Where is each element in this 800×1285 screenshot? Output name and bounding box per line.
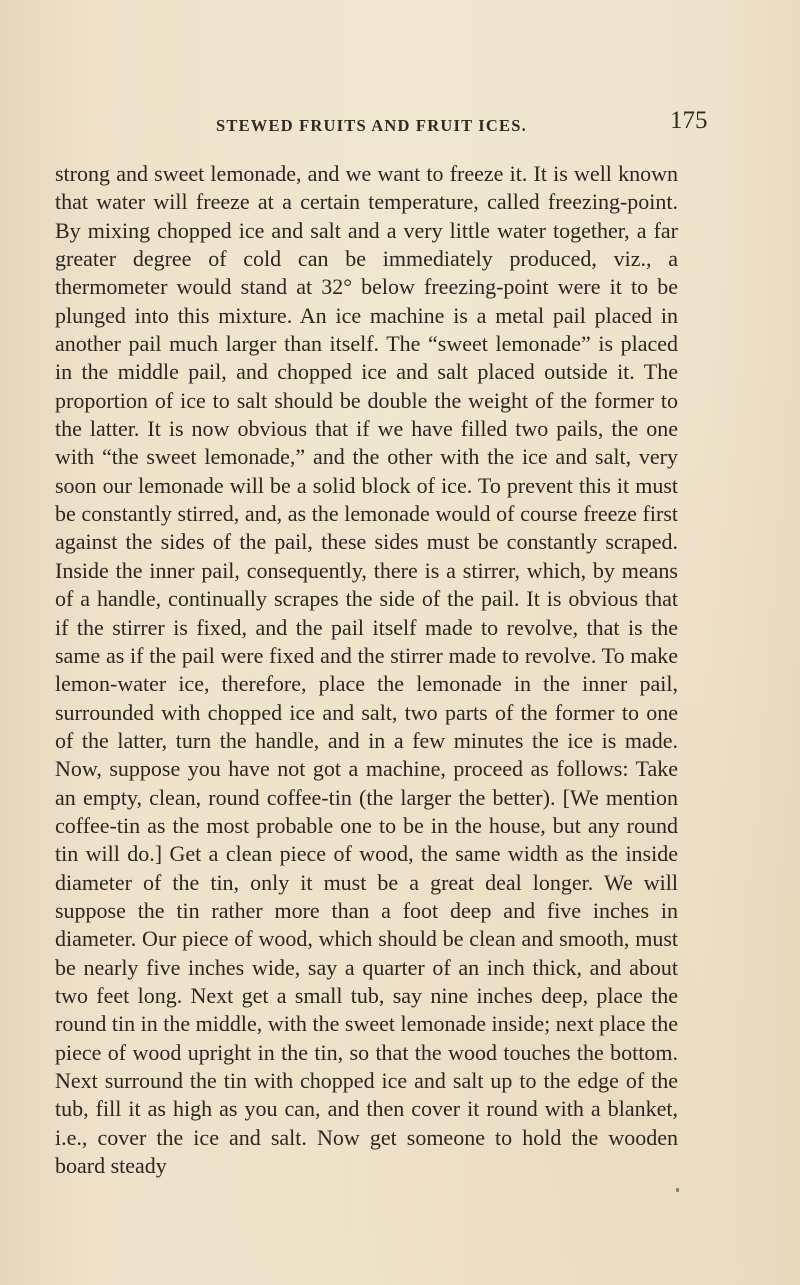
body-paragraph: strong and sweet lemonade, and we want to freeze it. It is well known that water will freeze at a certain temperature, called freezing-point. By mixing chopped ice and salt and a very little water together, a far greater degree of cold can be immediately produced, viz., a thermometer would stand at 32° below freezing-point were it to be plunged into this mixture. An ice machine is a metal pail placed in another pail much larger than itself. The “sweet lemonade” is placed in the middle pail, and chopped ice and salt placed outside it. The proportion of ice to salt should be double the weight of the former to the latter. It is now obvious that if we have filled two pails, the one with “the sweet lemonade,” and the other with the ice and salt, very soon our lemonade will be a solid block of ice. To prevent this it must be constantly stirred, and, as the lemonade would of course freeze first against the sides of the pail, these sides must be constantly scraped. Inside the inner pail, consequently, there is a stirrer, which, by means of a handle, continually scrapes the side of the pail. It is obvious that if the stirrer is fixed, and the pail itself made to revolve, that is the same as if the pail were fixed and the stirrer made to revolve. To make lemon-water ice, therefore, place the lemonade in the inner pail, surrounded with chopped ice and salt, two parts of the former to one of the latter, turn the handle, and in a few minutes the ice is made. Now, suppose you have not got a machine, proceed as follows: Take an empty, clean, round coffee-tin (the larger the better). [We mention coffee-tin as the most probable one to be in the house, but any round tin will do.] Get a clean piece of wood, the same width as the inside diameter of the tin, only it must be a great deal longer. We will suppose the tin rather more than a foot deep and five inches in diameter. Our piece of wood, which should be clean and smooth, must be nearly five inches wide, say a quarter of an inch thick, and about two feet long. Next get a small tub, say nine inches deep, place the round tin in the middle, with the sweet lemonade inside; next place the piece of wood upright in the tin, so that the wood touches the bottom. Next surround the tin with chopped ice and salt up to the edge of the tub, fill it as high as you can, and then cover it round with a blanket, i.e., cover the ice and salt. Now get someone to hold the wooden board steady: [55, 161, 678, 1179]
running-head: STEWED FRUITS AND FRUIT ICES.: [216, 116, 527, 135]
paper-speck: [676, 1188, 679, 1192]
page-number: 175: [670, 107, 708, 134]
